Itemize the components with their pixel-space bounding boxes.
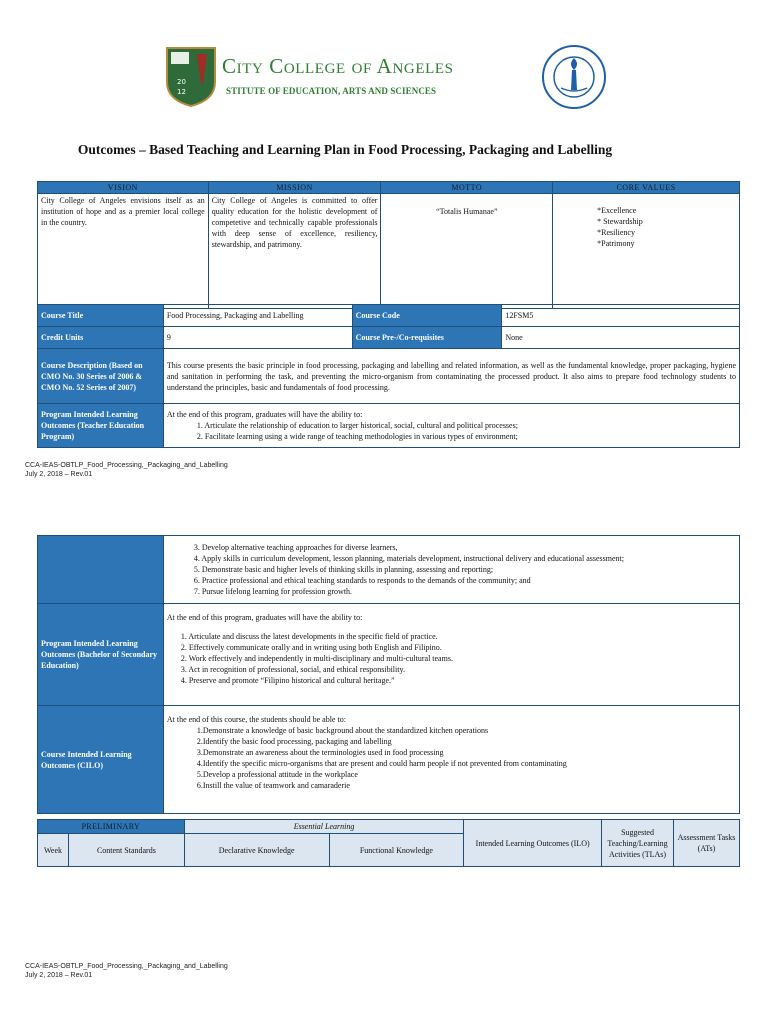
essential-learning-header: Essential Learning bbox=[184, 820, 464, 834]
ilo-header: Intended Learning Outcomes (ILO) bbox=[464, 820, 602, 867]
cilo-intro: At the end of this course, the students should be able to: bbox=[166, 715, 346, 724]
footer-date: July 2, 2018 – Rev.01 bbox=[25, 972, 93, 979]
pilo-item: 3. Develop alternative teaching approaches for diverse learners, bbox=[193, 543, 398, 552]
footer-date: July 2, 2018 – Rev.01 bbox=[25, 471, 93, 478]
week-header: Week bbox=[38, 834, 69, 867]
outcomes-table bbox=[37, 535, 740, 814]
page-footer bbox=[25, 461, 228, 479]
pilo-bse-item: 1. Articulate and discuss the latest developments in the specific field of practice. bbox=[180, 632, 438, 641]
vision-text: City College of Angeles envisions itself as an institution of hope and as a premier local college in the country. bbox=[38, 194, 209, 309]
course-title-value: Food Processing, Packaging and Labelling bbox=[163, 305, 352, 327]
page-footer bbox=[25, 962, 228, 980]
cilo-item: 3.Demonstrate an awareness about the terminologies used in food processing bbox=[196, 748, 444, 757]
declarative-knowledge-header: Declarative Knowledge bbox=[184, 834, 329, 867]
cilo-item: 5.Develop a professional attitude in the workplace bbox=[196, 770, 358, 779]
cilo-item: 1.Demonstrate a knowledge of basic background about the standardized kitchen operations bbox=[196, 726, 489, 735]
prereq-value: None bbox=[502, 327, 740, 349]
pilo-bse-item: 2. Work effectively and independently in multi-disciplinary and multi-cultural teams. bbox=[180, 654, 453, 663]
course-code-label: Course Code bbox=[352, 305, 502, 327]
motto-header: MOTTO bbox=[381, 182, 553, 194]
pilo-item: 4. Apply skills in curriculum development, lesson planning, materials development, instructional delivery and educational assessment; bbox=[193, 554, 624, 563]
prereq-label: Course Pre-/Co-requisites bbox=[352, 327, 502, 349]
pilo-teacher-ed-cell bbox=[163, 404, 739, 448]
cilo-item: 2.Identify the basic food processing, packaging and labelling bbox=[196, 737, 392, 746]
pilo-teacher-ed-label: Program Intended Learning Outcomes (Teacher Education Program) bbox=[38, 404, 164, 448]
pilo-bse-label: Program Intended Learning Outcomes (Bachelor of Secondary Education) bbox=[38, 604, 164, 706]
pilo-bse-intro: At the end of this program, graduates will have the ability to: bbox=[166, 613, 363, 622]
core-value: *Resiliency bbox=[597, 228, 635, 237]
pilo-bse-cell bbox=[163, 604, 739, 706]
svg-text:20: 20 bbox=[177, 78, 186, 86]
pilo-bse-item: 2. Effectively communicate orally and in writing using both English and Filipino. bbox=[180, 643, 442, 652]
course-description-label: Course Description (Based on CMO No. 30 Series of 2006 & CMO No. 52 Series of 2007) bbox=[38, 349, 164, 404]
preliminary-header: PRELIMINARY bbox=[38, 820, 185, 834]
vmmc-table bbox=[37, 181, 740, 309]
mission-text: City College of Angeles is committed to offer quality education for the holistic development of competetive and technically capable professionals with deep sense of excellence, resiliency, stewardship, and patrimony. bbox=[208, 194, 381, 309]
core-value: *Patrimony bbox=[597, 239, 635, 248]
pilo-item: 5. Demonstrate basic and higher levels of thinking skills in planning, assessing and reporting; bbox=[193, 565, 494, 574]
core-values-header: CORE VALUES bbox=[553, 182, 740, 194]
credit-units-value: 9 bbox=[163, 327, 352, 349]
content-standards-header: Content Standards bbox=[68, 834, 184, 867]
ats-header: Assessment Tasks (ATs) bbox=[674, 820, 740, 867]
document-title: Outcomes – Based Teaching and Learning Plan in Food Processing, Packaging and Labelling bbox=[77, 142, 613, 157]
teaching-plan-table bbox=[37, 819, 740, 867]
cilo-cell bbox=[163, 706, 739, 814]
vision-header: VISION bbox=[38, 182, 209, 194]
functional-knowledge-header: Functional Knowledge bbox=[329, 834, 464, 867]
pilo-bse-item: 3. Act in recognition of professional, social, and ethical responsibility. bbox=[180, 665, 405, 674]
pilo-item: 7. Pursue lifelong learning for profession growth. bbox=[193, 587, 353, 596]
pilo-item: 2. Facilitate learning using a wide range of teaching methodologies in various types of environment; bbox=[196, 432, 518, 441]
pilo-item: 1. Articulate the relationship of education to larger historical, social, cultural and political processes; bbox=[196, 421, 518, 430]
course-code-value: 12FSM5 bbox=[502, 305, 740, 327]
motto-text: “Totalis Humanae” bbox=[381, 194, 553, 309]
course-info-table bbox=[37, 304, 740, 448]
footer-doc-code: CCA-IEAS-OBTLP_Food_Processing,_Packaging_and_Labelling bbox=[25, 963, 228, 970]
course-description-text: This course presents the basic principle in food processing, packaging and labelling and related information, as well as the fundamental knowledge, proper packaging, hygiene and sanitation in performing the task, and preventing the micro-organism from contaminating the processed product. It also aims to prepare food technology students to understand the principles, basic and fundamentals of food processing. bbox=[163, 349, 739, 404]
core-value: *Excellence bbox=[597, 206, 637, 215]
pilo-continued-cell bbox=[163, 536, 739, 604]
pilo-continued-label bbox=[38, 536, 164, 604]
institute-seal-logo bbox=[541, 44, 607, 110]
core-value: * Stewardship bbox=[597, 217, 643, 226]
pilo-bse-item: 4. Preserve and promote “Filipino historical and cultural heritage.” bbox=[180, 676, 395, 685]
tla-header: Suggested Teaching/Learning Activities (TLAs) bbox=[602, 820, 674, 867]
pilo-item: 6. Practice professional and ethical teaching standards to responds to the demands of the community; and bbox=[193, 576, 531, 585]
cilo-item: 4.Identify the specific micro-organisms that are present and could harm people if not prevented from contaminating bbox=[196, 759, 567, 768]
course-title-label: Course Title bbox=[38, 305, 164, 327]
college-name: City College of Angeles bbox=[222, 54, 454, 78]
credit-units-label: Credit Units bbox=[38, 327, 164, 349]
svg-text:12: 12 bbox=[177, 88, 186, 96]
cilo-label: Course Intended Learning Outcomes (CILO) bbox=[38, 706, 164, 814]
pilo-intro: At the end of this program, graduates will have the ability to: bbox=[166, 410, 363, 419]
college-crest-logo bbox=[163, 44, 219, 108]
footer-doc-code: CCA-IEAS-OBTLP_Food_Processing,_Packaging_and_Labelling bbox=[25, 462, 228, 469]
cilo-item: 6.Instill the value of teamwork and camaraderie bbox=[196, 781, 350, 790]
core-values-list bbox=[553, 194, 740, 309]
institute-name: STITUTE OF EDUCATION, ARTS AND SCIENCES bbox=[226, 86, 437, 96]
mission-header: MISSION bbox=[208, 182, 381, 194]
